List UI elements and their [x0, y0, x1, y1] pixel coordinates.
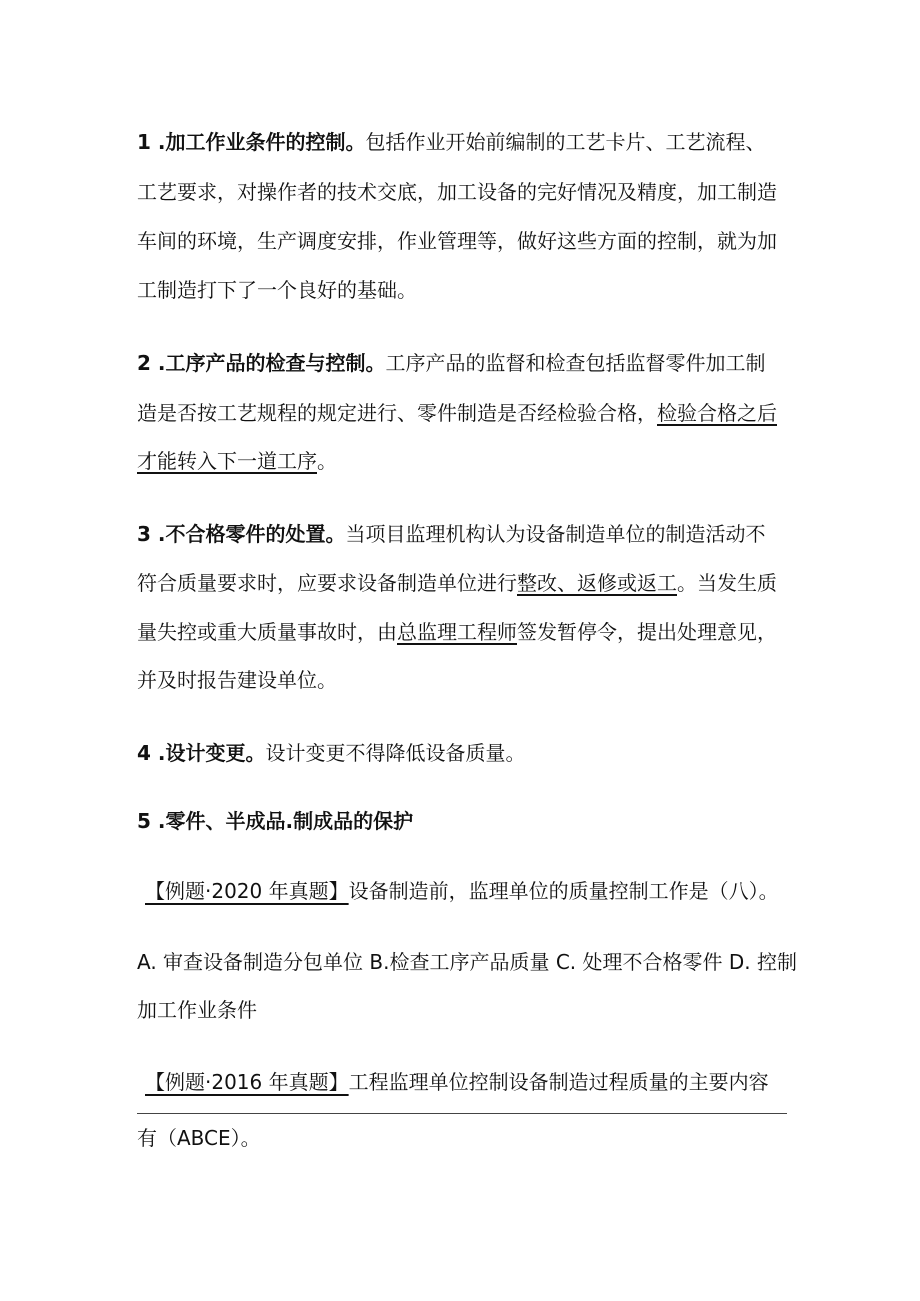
- underlined-text: 整改、返修或返工: [517, 571, 677, 595]
- example-1-options-line-1: A. 审查设备制造分包单位 B.检查工序产品质量 C. 处理不合格零件 D. 控制: [137, 950, 797, 974]
- item-2-line-1: [137, 349, 787, 377]
- item-text: 符合质量要求时，应要求设备制造单位进行: [137, 571, 517, 595]
- item-1-line-2: 工艺要求，对操作者的技术交底，加工设备的完好情况及精度，加工制造: [137, 180, 777, 204]
- item-2-line-3: [137, 447, 787, 475]
- item-text: 设计变更不得降低设备质量。: [265, 741, 526, 765]
- item-1-line-4: 工制造打下了一个良好的基础。: [137, 278, 417, 302]
- item-3-line-1: [137, 520, 787, 548]
- item-text: 当项目监理机构认为设备制造单位的制造活动不: [345, 522, 766, 546]
- item-number: 5: [137, 809, 151, 833]
- example-2-question: [145, 1068, 795, 1096]
- item-number: 1: [137, 130, 151, 154]
- item-5-line-1: [137, 807, 787, 835]
- example-1-question: [145, 877, 795, 905]
- item-text: 造是否按工艺规程的规定进行、零件制造是否经检验合格，: [137, 401, 657, 425]
- item-2-line-2: [137, 399, 787, 427]
- item-number: 4: [137, 741, 151, 765]
- underlined-text: 总监理工程师: [397, 620, 517, 644]
- example-text: 设备制造前，监理单位的质量控制工作是（八）。: [348, 879, 779, 903]
- example-2-answer: 有（ABCE）。: [137, 1126, 261, 1150]
- example-text: 工程监理单位控制设备制造过程质量的主要内容: [348, 1070, 769, 1094]
- item-heading: .零件、半成品.制成品的保护: [150, 809, 414, 833]
- example-1-options-line-2: 加工作业条件: [137, 998, 257, 1022]
- item-number: 2: [137, 351, 151, 375]
- item-heading: .加工作业条件的控制。: [150, 130, 366, 154]
- example-tag: 【例题·2020 年真题】: [145, 879, 349, 903]
- divider-line: [137, 1113, 787, 1114]
- item-text: 签发暂停令，提出处理意见，: [517, 620, 777, 644]
- item-heading: .工序产品的检查与控制。: [150, 351, 386, 375]
- item-heading: .设计变更。: [150, 741, 266, 765]
- underlined-text: 检验合格之后: [657, 401, 777, 425]
- item-text: 量失控或重大质量事故时，由: [137, 620, 397, 644]
- item-3-line-4: 并及时报告建设单位。: [137, 668, 337, 692]
- underlined-text: 才能转入下一道工序: [137, 449, 317, 473]
- item-text: 。: [317, 449, 337, 473]
- item-heading: .不合格零件的处置。: [150, 522, 346, 546]
- item-1-line-3: 车间的环境，生产调度安排，作业管理等，做好这些方面的控制，就为加: [137, 229, 777, 253]
- item-4-line-1: [137, 739, 787, 767]
- item-3-line-3: [137, 618, 787, 646]
- item-3-line-2: [137, 569, 787, 597]
- item-1-line-1: [137, 128, 787, 156]
- item-number: 3: [137, 522, 151, 546]
- item-text: 。当发生质: [677, 571, 777, 595]
- item-text: 包括作业开始前编制的工艺卡片、工艺流程、: [365, 130, 766, 154]
- item-text: 工序产品的监督和检查包括监督零件加工制: [385, 351, 766, 375]
- example-tag: 【例题·2016 年真题】: [145, 1070, 349, 1094]
